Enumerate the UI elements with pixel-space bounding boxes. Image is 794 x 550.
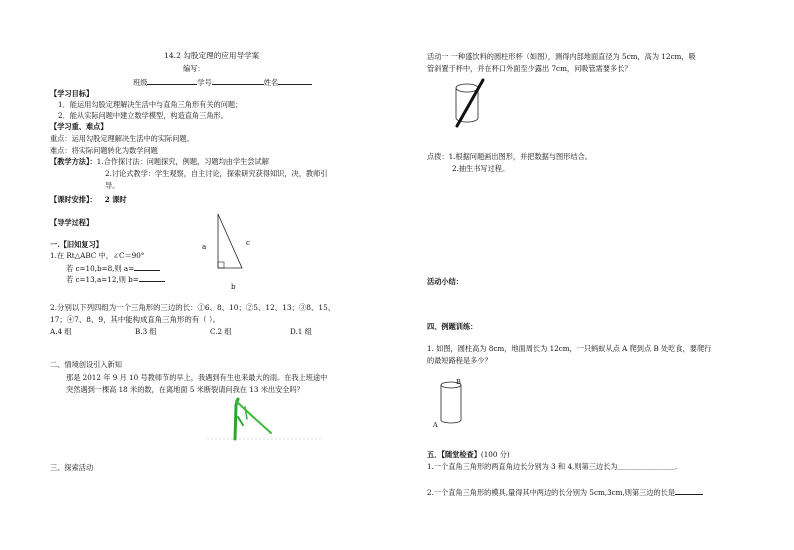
name-field[interactable] [278, 76, 312, 85]
triangle-label-b: b [231, 282, 236, 291]
test-q2-blank[interactable] [675, 486, 703, 495]
answer-blank-b[interactable] [139, 273, 165, 282]
activity1-line2: 管斜置于杯中，并在杯口外面至少露出 7cm，问吸管需要多长？ [427, 64, 632, 73]
option-b[interactable]: B.3 组 [135, 327, 157, 336]
cylinder-figure [436, 380, 466, 430]
option-c[interactable]: C.2 组 [210, 327, 232, 336]
example1-line1: 1. 如图，圆柱高为 8cm，地面周长为 12cm，一只蚂蚁从点 A 爬到点 B 处吃食，要爬行 [427, 344, 712, 353]
process-heading: 【导学过程】 [50, 218, 94, 227]
review-q1a-line [66, 262, 160, 273]
review-q1a: 若 c=10,b=8,则 a= [66, 264, 135, 273]
method-1: 1.合作探讨法：问题探究，例题，习题均由学生尝试解 [96, 157, 269, 166]
broken-tree-figure [205, 395, 325, 445]
scenario-line2: 突然遇到一棵高 18 米的数，在离地面 5 米断裂请问我在 13 米出安全吗？ [66, 385, 304, 394]
method-2: 2.讨论式教学：学生观察，自主讨论，探索研究获得知识，决，教师引 [105, 169, 328, 178]
method-3: 导。 [105, 181, 120, 190]
test-q1: 1.一个直角三角形的两直角边长分别为 3 和 4,则第三边长为＿＿＿＿＿＿＿＿. [427, 462, 678, 471]
hours-line [50, 195, 127, 204]
page-title: 14.2 勾股定理的应用导学案 [164, 51, 260, 60]
review-q2-line2: 17；④7、8、9，其中能构成直角三角形的有（ ）。 [50, 315, 220, 324]
review-q1b-line [66, 273, 165, 284]
answer-blank-a[interactable] [134, 262, 160, 271]
goal-1: 1．能运用勾股定理解决生活中与直角三角形有关的问题； [58, 100, 243, 109]
info-line [133, 76, 312, 87]
review-q1b: 若 c=13,a=12,则 b= [66, 275, 139, 284]
cup-with-straw-figure [452, 78, 488, 132]
key-heading: 【学习重、难点】 [50, 122, 108, 131]
activity1-line1: 活动一 一种盛饮料的圆柱形杯（如图），测得内部地面直径为 5cm，高为 12cm，吸 [427, 52, 696, 61]
review-q2-line1: 2.分别以下列四组为一个三角形的三边的长：①6、8、10；②5、12、13；③8、15、 [50, 303, 336, 312]
cylinder-label-b: B [456, 378, 461, 386]
scenario-line1: 那是 2012 年 9 月 10 号教师节的早上，我遇到有生也来最大的雨。在我上班途中 [66, 373, 328, 382]
example1-line2: 的最短路程是多少？ [427, 356, 492, 365]
scenario-heading: 二、情境创设引入新知 [50, 360, 122, 369]
student-id-field[interactable] [212, 76, 264, 85]
review-q1: 1.在 Rt△ABC 中，∠C＝90° [50, 251, 145, 260]
editor-label: 编写： [183, 64, 205, 73]
triangle-label-a: a [202, 242, 207, 251]
test-q2: 2.一个直角三角形的模具,量得其中两边的长分别为 5cm,3cm,则第三边的长是 [427, 488, 676, 497]
key-point: 重点：运用勾股定理解决生活中的实际问题。 [50, 134, 194, 143]
hard-point: 难点：将实际问题转化为数学问题 [50, 146, 158, 155]
hint-line1: 点拨：1.根据问题画出图形，并把数据与图形结合。 [427, 152, 592, 161]
test-score: (100 分) [480, 450, 510, 459]
hint-line2: 2.抽生书写过程。 [452, 164, 510, 173]
option-d[interactable]: D.1 组 [290, 327, 312, 336]
goal-2: 2．能从实际问题中建立数学模型，构造直角三角形。 [58, 111, 228, 120]
hours-heading: 【课时安排】： [50, 195, 97, 204]
test-heading-line [427, 450, 510, 459]
test-heading: 五．【随堂检查】 [427, 450, 481, 459]
class-label: 班级 [133, 78, 148, 87]
hours-value: 2 课时 [104, 195, 127, 204]
option-a[interactable]: A.4 组 [50, 327, 72, 336]
review-heading: 一.【旧知复习】 [50, 240, 103, 249]
method-heading: 【教学方法】： [50, 157, 97, 166]
class-field[interactable] [147, 76, 197, 85]
summary-label: 活动小结： [427, 277, 463, 286]
explore-heading: 三、探索活动 [50, 463, 94, 472]
goals-heading: 【学习目标】 [50, 89, 94, 98]
triangle-label-c: c [246, 238, 251, 247]
right-triangle-figure [210, 212, 250, 272]
name-label: 姓名 [263, 78, 279, 87]
method-line [50, 157, 269, 166]
test-q2-line [427, 486, 703, 497]
student-id-label: 学号 [197, 78, 212, 87]
cylinder-label-a: A [433, 421, 438, 429]
examples-heading: 四、例题训练： [427, 322, 478, 331]
